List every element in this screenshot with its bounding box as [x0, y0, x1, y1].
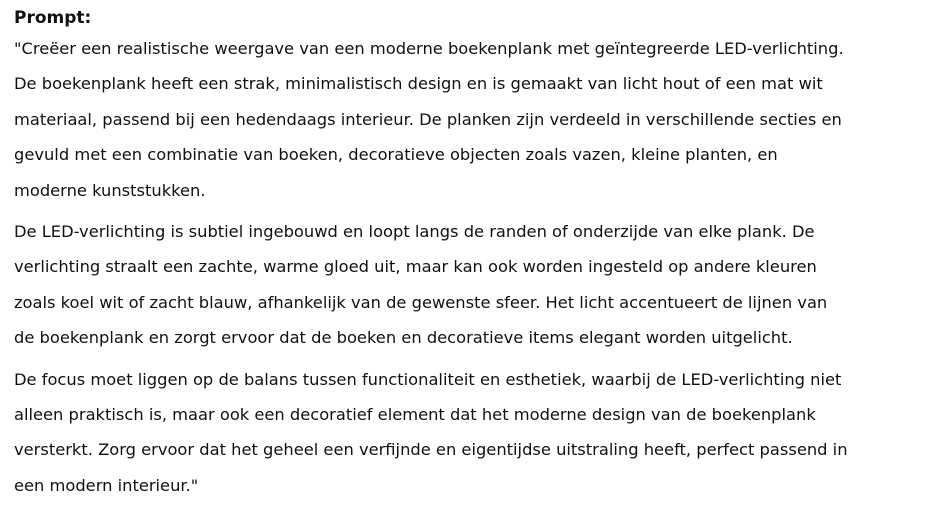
paragraph-line: materiaal, passend bij een hedendaags interieur. De planken zijn verdeeld in verschillende secties en — [14, 109, 842, 129]
paragraph-line: "Creëer een realistische weergave van een moderne boekenplank met geïntegreerde LED-verlichting. — [14, 39, 844, 58]
paragraph-line: De LED-verlichting is subtiel ingebouwd en loopt langs de randen of onderzijde van elke plank. De — [14, 222, 815, 242]
paragraph-1 — [14, 31, 939, 208]
paragraph-line: gevuld met een combinatie van boeken, decoratieve objecten zoals vazen, kleine planten, en — [14, 145, 778, 165]
paragraph-line: alleen praktisch is, maar ook een decoratief element dat het moderne design van de boekenplank — [14, 405, 816, 425]
paragraph-line: De boekenplank heeft een strak, minimalistisch design en is gemaakt van licht hout of een mat wit — [14, 74, 823, 94]
paragraph-line: een modern interieur." — [14, 475, 199, 495]
paragraph-line: versterkt. Zorg ervoor dat het geheel een verfijnde en eigentijdse uitstraling heeft, perfect passend in — [14, 440, 848, 460]
paragraph-line: De focus moet liggen op de balans tussen functionaliteit en esthetiek, waarbij de LED-verlichting niet — [14, 369, 842, 389]
paragraph-line: verlichting straalt een zachte, warme gloed uit, maar kan ook worden ingesteld op andere kleuren — [14, 257, 817, 277]
paragraph-line: moderne kunststukken. — [14, 180, 206, 200]
paragraph-line: de boekenplank en zorgt ervoor dat de boeken en decoratieve items elegant worden uitgelicht. — [14, 328, 793, 348]
paragraph-2 — [14, 214, 939, 356]
paragraph-line: zoals koel wit of zacht blauw, afhankelijk van de gewenste sfeer. Het licht accentueert de lijnen van — [14, 292, 828, 312]
paragraph-3 — [14, 362, 939, 504]
prompt-heading: Prompt: — [14, 8, 92, 28]
